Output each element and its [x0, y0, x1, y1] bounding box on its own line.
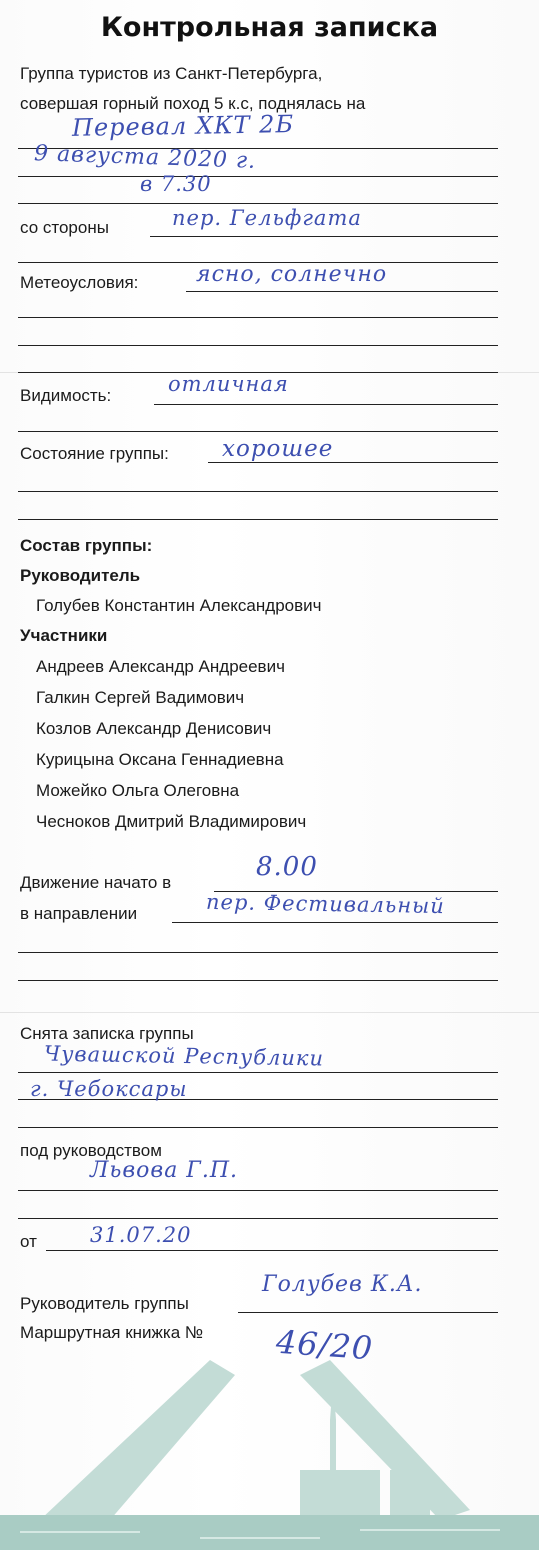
visibility-label: Видимость: — [20, 386, 112, 405]
write-line — [18, 1127, 498, 1128]
handwritten-time: в 7.30 — [140, 172, 212, 196]
handwritten-weather: ясно, солнечно — [196, 262, 388, 287]
write-line — [238, 1312, 498, 1313]
movement-started-label: Движение начато в — [20, 873, 172, 892]
members-heading: Участники — [20, 626, 108, 645]
from-label: от — [20, 1232, 37, 1251]
write-line — [18, 980, 498, 981]
handwritten-date: 9 августа 2020 г. — [33, 141, 257, 174]
write-line — [172, 922, 498, 923]
drawbridge-watermark-illustration — [0, 1320, 539, 1550]
write-line — [18, 1072, 498, 1073]
handwritten-direction: пер. Фестивальный — [205, 889, 446, 919]
handwritten-pass: Перевал ХКТ 2Б — [71, 110, 295, 142]
side-label: со стороны — [20, 218, 109, 237]
write-line — [154, 404, 498, 405]
handwritten-side: пер. Гельфгата — [172, 206, 362, 230]
write-line — [18, 317, 498, 318]
handwritten-removed-1: Чувашской Республики — [43, 1041, 325, 1071]
write-line — [18, 491, 498, 492]
paper-fold — [0, 1012, 539, 1013]
composition-heading: Состав группы: — [20, 536, 153, 555]
handwritten-supervisor: Львова Г.П. — [90, 1158, 239, 1183]
write-line — [18, 345, 498, 346]
write-line — [18, 519, 498, 520]
direction-label: в направлении — [20, 904, 138, 923]
weather-label: Метеоусловия: — [20, 273, 139, 292]
supervision-label: под руководством — [20, 1141, 162, 1160]
write-line — [186, 291, 498, 292]
member-item: Курицына Оксана Геннадиевна — [36, 750, 284, 769]
handwritten-start-time: 8.00 — [256, 852, 318, 882]
page-title: Контрольная записка — [100, 12, 439, 43]
handwritten-visibility: отличная — [168, 372, 289, 396]
leader-heading: Руководитель — [20, 566, 141, 585]
write-line — [18, 203, 498, 204]
write-line — [18, 176, 498, 177]
route-book-label: Маршрутная книжка № — [20, 1323, 204, 1342]
member-item: Можейко Ольга Олеговна — [36, 781, 240, 800]
member-item: Чесноков Дмитрий Владимирович — [36, 812, 307, 831]
write-line — [208, 462, 498, 463]
write-line — [18, 1190, 498, 1191]
leader-name: Голубев Константин Александрович — [36, 596, 322, 615]
handwritten-leader-sign: Голубев К.А. — [262, 1272, 423, 1297]
write-line — [150, 236, 498, 237]
handwritten-removed-2: г. Чебоксары — [30, 1077, 188, 1101]
write-line — [18, 952, 498, 953]
intro-line-2: совершая горный поход 5 к.с, поднялась на — [20, 94, 366, 113]
member-item: Галкин Сергей Вадимович — [36, 688, 245, 707]
handwritten-route-book-number: 46/20 — [274, 1322, 375, 1368]
write-line — [18, 431, 498, 432]
handwritten-group-state: хорошее — [222, 436, 334, 462]
intro-line-1: Группа туристов из Санкт-Петербурга, — [20, 64, 323, 83]
leader-sign-label: Руководитель группы — [20, 1294, 189, 1313]
handwritten-from-date: 31.07.20 — [90, 1223, 192, 1247]
group-state-label: Состояние группы: — [20, 444, 169, 463]
write-line — [18, 1218, 498, 1219]
write-line — [46, 1250, 498, 1251]
removed-label: Снята записка группы — [20, 1024, 194, 1043]
member-item: Козлов Александр Денисович — [36, 719, 272, 738]
member-item: Андреев Александр Андреевич — [36, 657, 285, 676]
